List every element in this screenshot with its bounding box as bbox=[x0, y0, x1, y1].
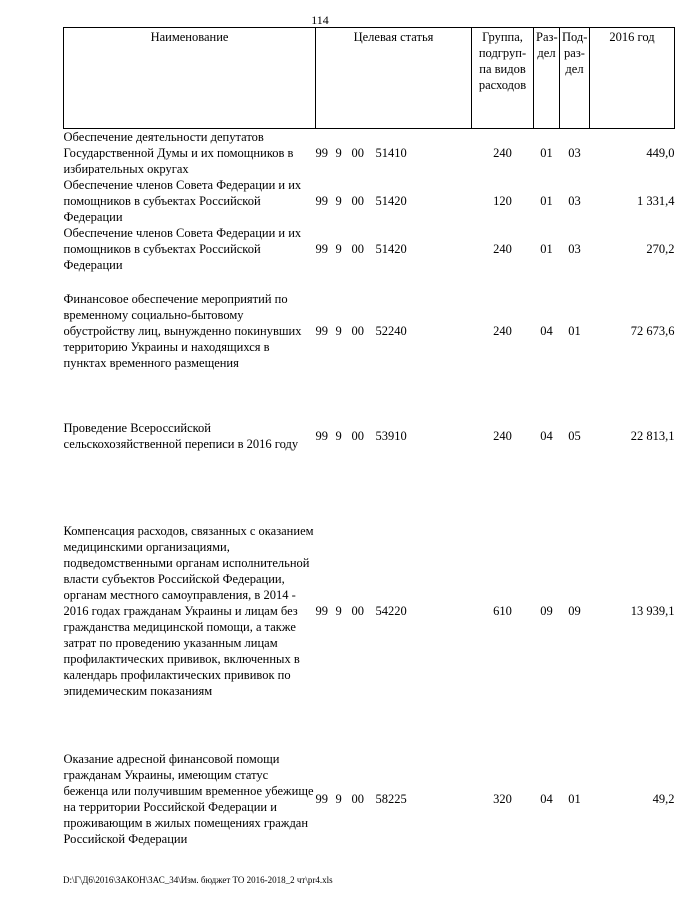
table-row bbox=[64, 739, 675, 859]
row-section: 04 bbox=[540, 429, 553, 443]
row-group: 610 bbox=[493, 604, 512, 618]
target-code-part: 9 bbox=[335, 194, 342, 208]
target-code-part: 54220 bbox=[375, 604, 407, 618]
row-subsection: 03 bbox=[568, 242, 581, 256]
target-code-part: 99 bbox=[315, 194, 328, 208]
row-section: 04 bbox=[540, 792, 553, 806]
target-code-part: 00 bbox=[351, 194, 364, 208]
row-amount: 49,2 bbox=[652, 792, 675, 806]
header-name: Наименование bbox=[64, 28, 316, 129]
table-row bbox=[64, 397, 675, 475]
row-section: 01 bbox=[540, 242, 553, 256]
table-header bbox=[64, 28, 675, 129]
row-spacer bbox=[64, 273, 675, 283]
header-target: Целевая статья bbox=[316, 28, 472, 129]
target-code-part: 51420 bbox=[375, 242, 407, 256]
row-target-code bbox=[316, 739, 472, 859]
row-target-code bbox=[316, 225, 472, 273]
target-code-part: 51420 bbox=[375, 194, 407, 208]
header-section: Раз-дел bbox=[534, 28, 560, 129]
row-section: 04 bbox=[540, 324, 553, 338]
target-code-part: 51410 bbox=[375, 146, 407, 160]
row-name: Обеспечение членов Совета Федерации и их помощников в субъектах Российской Федерации bbox=[63, 226, 302, 272]
target-code-part: 58225 bbox=[375, 792, 407, 806]
row-spacer bbox=[64, 719, 675, 739]
table-body bbox=[64, 129, 675, 860]
header-year: 2016 год bbox=[590, 28, 675, 129]
row-subsection: 01 bbox=[568, 792, 581, 806]
row-amount: 13 939,1 bbox=[630, 604, 675, 618]
target-code-part: 9 bbox=[335, 604, 342, 618]
page-number: 114 bbox=[311, 13, 329, 27]
budget-table bbox=[63, 27, 675, 859]
target-code-part: 00 bbox=[351, 604, 364, 618]
row-group: 240 bbox=[493, 242, 512, 256]
table-row bbox=[64, 177, 675, 225]
row-subsection: 03 bbox=[568, 194, 581, 208]
row-amount: 270,2 bbox=[646, 242, 675, 256]
row-subsection: 01 bbox=[568, 324, 581, 338]
row-target-code bbox=[316, 177, 472, 225]
row-target-code bbox=[316, 129, 472, 178]
row-amount: 1 331,4 bbox=[637, 194, 675, 208]
row-group: 320 bbox=[493, 792, 512, 806]
row-section: 01 bbox=[540, 194, 553, 208]
target-code-part: 52240 bbox=[375, 324, 407, 338]
row-name: Оказание адресной финансовой помощи гражданам Украины, имеющим статус беженца или получившим временное убежище на территории Российской Федерации и проживающим в жилых помещениях граждан Российской Федерации bbox=[63, 752, 314, 846]
row-section: 09 bbox=[540, 604, 553, 618]
header-subsection: Под-раз-дел bbox=[560, 28, 590, 129]
target-code-part: 00 bbox=[351, 429, 364, 443]
target-code-part: 99 bbox=[315, 324, 328, 338]
header-group: Группа, подгруп-па видов расходов bbox=[472, 28, 534, 129]
footer-file-path: D:\Г\Д6\2016\ЗАКОН\ЗАС_34\Изм. бюджет ТО 2016-2018_2 чт\pr4.xls bbox=[63, 875, 333, 885]
target-code-part: 00 bbox=[351, 792, 364, 806]
row-group: 240 bbox=[493, 324, 512, 338]
row-name: Обеспечение деятельности депутатов Государственной Думы и их помощников в избирательных округах bbox=[63, 130, 294, 176]
target-code-part: 99 bbox=[315, 604, 328, 618]
row-target-code bbox=[316, 397, 472, 475]
table-row bbox=[64, 225, 675, 273]
target-code-part: 99 bbox=[315, 792, 328, 806]
target-code-part: 99 bbox=[315, 429, 328, 443]
row-group: 120 bbox=[493, 194, 512, 208]
target-code-part: 9 bbox=[335, 242, 342, 256]
row-spacer bbox=[64, 475, 675, 503]
target-code-part: 9 bbox=[335, 324, 342, 338]
table-row bbox=[64, 283, 675, 379]
row-amount: 72 673,6 bbox=[630, 324, 675, 338]
target-code-part: 9 bbox=[335, 792, 342, 806]
row-target-code bbox=[316, 283, 472, 379]
row-group: 240 bbox=[493, 146, 512, 160]
target-code-part: 00 bbox=[351, 242, 364, 256]
table-row bbox=[64, 129, 675, 178]
target-code-part: 00 bbox=[351, 146, 364, 160]
row-subsection: 09 bbox=[568, 604, 581, 618]
row-group: 240 bbox=[493, 429, 512, 443]
table-row bbox=[64, 503, 675, 719]
row-spacer bbox=[64, 379, 675, 397]
target-code-part: 99 bbox=[315, 146, 328, 160]
row-name: Обеспечение членов Совета Федерации и их помощников в субъектах Российской Федерации bbox=[63, 178, 302, 224]
row-amount: 22 813,1 bbox=[630, 429, 675, 443]
row-section: 01 bbox=[540, 146, 553, 160]
row-subsection: 05 bbox=[568, 429, 581, 443]
row-name: Компенсация расходов, связанных с оказанием медицинскими организациями, подведомственными органам исполнительной власти субъектов Российской Федерации, органам местного самоуправления, в 2014 - 2016 годах гражданам Украины и лицам без гражданства медицинской помощи, а также затрат по проведению указанным лицам профилактических прививок, включенных в календарь профилактических прививок по эпидемическим показаниям bbox=[63, 524, 314, 698]
row-name: Проведение Всероссийской сельскохозяйственной переписи в 2016 году bbox=[63, 421, 299, 451]
row-name: Финансовое обеспечение мероприятий по временному социально-бытовому обустройству лиц, вынужденно покинувших территорию Украины и находящихся в пунктах временного размещения bbox=[63, 292, 302, 370]
target-code-part: 9 bbox=[335, 429, 342, 443]
target-code-part: 9 bbox=[335, 146, 342, 160]
row-target-code bbox=[316, 503, 472, 719]
target-code-part: 00 bbox=[351, 324, 364, 338]
row-amount: 449,0 bbox=[646, 146, 675, 160]
row-subsection: 03 bbox=[568, 146, 581, 160]
target-code-part: 99 bbox=[315, 242, 328, 256]
target-code-part: 53910 bbox=[375, 429, 407, 443]
